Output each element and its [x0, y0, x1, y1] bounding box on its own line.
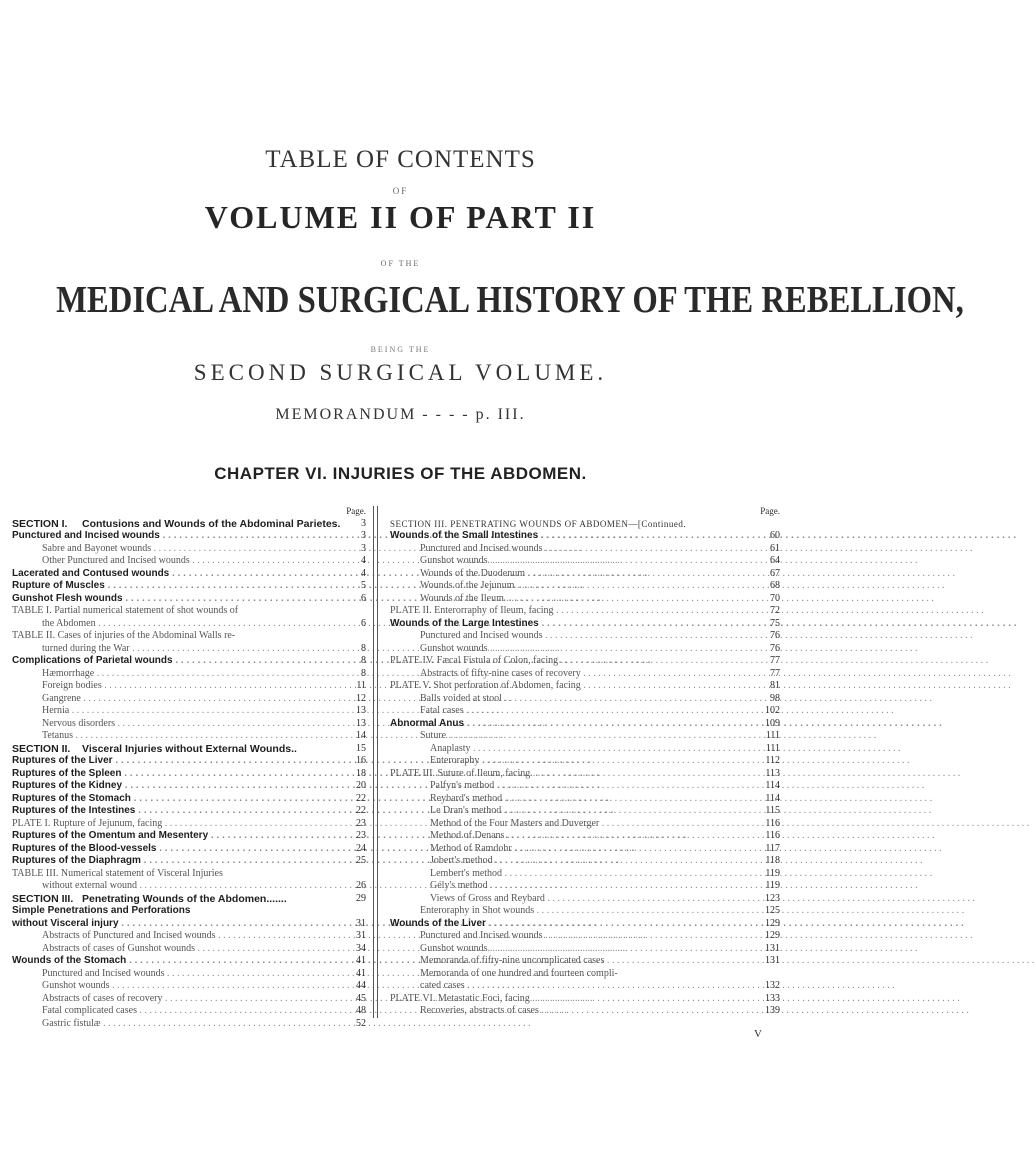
entry-page-number: 114 — [765, 792, 780, 804]
entry-title: cated cases . . . — [420, 980, 752, 993]
entry-title: Gunshot wounds . . . — [420, 643, 752, 656]
entry-page-number: 22 — [356, 792, 366, 804]
toc-entry — [12, 993, 366, 1006]
entry-title: Memoranda of one hundred and fourteen compli- — [420, 967, 618, 979]
toc-title: TABLE OF CONTENTS — [265, 146, 536, 173]
toc-entry — [390, 518, 780, 531]
toc-entry — [12, 580, 366, 593]
entry-title: Abstracts of fifty-nine cases of recovery . . . — [420, 668, 752, 681]
toc-entry — [12, 705, 366, 718]
section-heading — [12, 893, 338, 906]
entry-title: Wounds of the Stomach . . . — [12, 955, 338, 968]
entry-page-number: 8 — [361, 655, 366, 666]
entry-page-number: 52 — [356, 1017, 366, 1029]
entry-page-number: 29 — [356, 892, 366, 904]
entry-page-number: 119 — [765, 867, 780, 879]
entry-title: Method of Ramdohr . . . — [430, 843, 752, 856]
toc-entry — [12, 905, 366, 918]
chapter-title: CHAPTER VI. INJURIES OF THE ABDOMEN. — [214, 464, 587, 483]
toc-entry — [12, 955, 366, 968]
entry-page-number: 13 — [356, 717, 366, 729]
toc-entry — [390, 843, 780, 856]
toc-entry — [390, 693, 780, 706]
page-column-header — [390, 505, 780, 518]
toc-entry — [12, 968, 366, 981]
entry-page-number: 64 — [770, 555, 780, 566]
entry-title: Gély's method . . . — [430, 880, 752, 893]
entry-page-number: 114 — [765, 780, 780, 791]
toc-entry — [390, 618, 780, 631]
toc-entry — [390, 805, 780, 818]
entry-title: Wounds of the Small Intestines . . . — [390, 530, 752, 543]
entry-title: Ruptures of the Kidney . . . — [12, 780, 338, 793]
toc-entry — [12, 643, 366, 656]
entry-page-number: 76 — [770, 642, 780, 654]
entry-title: Balls voided at stool . . . — [420, 693, 752, 706]
entry-page-number: 60 — [770, 530, 780, 541]
entry-title: Wounds of the Large Intestines . . . — [390, 618, 752, 631]
entry-page-number: 14 — [356, 730, 366, 741]
entry-title: Palfyn's method . . . — [430, 780, 752, 793]
toc-entry — [12, 668, 366, 681]
section-number: SECTION III. — [12, 892, 74, 905]
entry-title: Abstracts of Punctured and Incised wounds . . . — [42, 930, 338, 943]
toc-entry — [12, 943, 366, 956]
toc-entry — [12, 780, 366, 793]
entry-page-number: 129 — [765, 917, 780, 929]
entry-page-number: 6 — [361, 592, 366, 604]
entry-title: PLATE V. Shot perforation of Abdomen, facing . . . — [390, 680, 752, 693]
toc-entry — [12, 755, 366, 768]
entry-title: Foreign bodies . . . — [42, 680, 338, 693]
toc-entry — [390, 718, 780, 731]
entry-title: Views of Gross and Reybard . . . — [430, 893, 752, 906]
entry-page-number: 18 — [356, 767, 366, 779]
toc-entry — [390, 530, 780, 543]
toc-entry — [390, 555, 780, 568]
entry-page-number: 3 — [361, 530, 366, 541]
entry-title: Ruptures of the Blood-vessels . . . — [12, 843, 338, 856]
entry-page-number: 70 — [770, 592, 780, 604]
entry-page-number: 139 — [765, 1005, 780, 1016]
entry-title: Tetanus . . . — [42, 730, 338, 743]
entry-title: PLATE IV. Fæcal Fistula of Colon, facing . . . — [390, 655, 752, 668]
entry-title: Wounds of the Jejunum . . . — [420, 580, 752, 593]
of-the-label: OF THE — [380, 259, 421, 268]
entry-page-number: 117 — [765, 842, 780, 854]
entry-page-number: 44 — [356, 980, 366, 991]
entry-page-number: 98 — [770, 692, 780, 704]
toc-entry — [12, 543, 366, 556]
toc-entry — [390, 893, 780, 906]
toc-entry — [12, 868, 366, 881]
toc-entry — [12, 830, 366, 843]
entry-title: Ruptures of the Liver . . . — [12, 755, 338, 768]
toc-entry — [12, 843, 366, 856]
toc-entry — [12, 1018, 366, 1031]
page-label: Page. — [346, 506, 366, 516]
entry-title: Wounds of the Ileum . . . — [420, 593, 752, 606]
entry-page-number: 76 — [770, 630, 780, 641]
toc-entry — [390, 968, 780, 981]
toc-entry — [12, 530, 366, 543]
entry-page-number: 45 — [356, 992, 366, 1004]
entry-page-number: 23 — [356, 817, 366, 829]
toc-entry — [12, 1005, 366, 1018]
entry-page-number: 12 — [356, 692, 366, 704]
entry-page-number: 4 — [361, 567, 366, 579]
entry-title: the Abdomen . . . — [42, 618, 338, 631]
entry-title: Punctured and Incised wounds . . . — [12, 530, 338, 543]
entry-page-number: 3 — [361, 517, 366, 529]
toc-entry — [390, 768, 780, 781]
section-number: SECTION II. — [12, 742, 71, 755]
entry-page-number: 48 — [356, 1005, 366, 1016]
section-title: Visceral Injuries without External Wounds.. — [82, 742, 297, 755]
entry-page-number: 22 — [356, 805, 366, 816]
toc-entry — [12, 743, 366, 756]
entry-title: SECTION III. PENETRATING WOUNDS OF ABDOMEN—[Continued. — [390, 518, 687, 529]
entry-title: Abstracts of cases of recovery . . . — [42, 993, 338, 1006]
entry-page-number: 118 — [765, 855, 780, 866]
toc-entry — [12, 768, 366, 781]
entry-page-number: 112 — [765, 755, 780, 766]
toc-entry — [390, 630, 780, 643]
entry-page-number: 113 — [765, 767, 780, 779]
entry-title: Simple Penetrations and Perforations — [12, 905, 191, 916]
entry-title: Punctured and Incised wounds . . . — [420, 630, 752, 643]
entry-title: turned during the War . . . — [42, 643, 338, 656]
entry-title: Punctured and Incised wounds . . . — [420, 543, 752, 556]
toc-entry — [390, 705, 780, 718]
entry-title: Recoveries, abstracts of cases . . . — [420, 1005, 752, 1018]
entry-page-number: 13 — [356, 705, 366, 716]
entry-page-number: 20 — [356, 780, 366, 791]
entry-page-number: 111 — [765, 742, 780, 754]
entry-page-number: 11 — [356, 680, 366, 691]
entry-page-number: 67 — [770, 567, 780, 579]
contents-right-column — [390, 505, 780, 1018]
entry-title: Ruptures of the Stomach . . . — [12, 793, 338, 806]
section-heading — [12, 517, 341, 531]
entry-title: Abnormal Anus . . . — [390, 718, 752, 731]
toc-entry — [12, 818, 366, 831]
entry-title: Sabre and Bayonet wounds . . . — [42, 543, 338, 556]
entry-page-number: 34 — [356, 942, 366, 954]
entry-title: Suture . . . — [420, 730, 752, 743]
toc-entry — [390, 818, 780, 831]
entry-page-number: 8 — [361, 642, 366, 654]
entry-page-number: 72 — [770, 605, 780, 616]
toc-entry — [390, 668, 780, 681]
entry-title: Punctured and Incised wounds . . . — [42, 968, 338, 981]
entry-title: Gastric fistulæ . . . — [42, 1018, 338, 1031]
toc-entry — [390, 980, 780, 993]
page-folio: V — [754, 1028, 762, 1040]
toc-entry — [12, 805, 366, 818]
toc-entry — [390, 918, 780, 931]
entry-page-number: 77 — [770, 667, 780, 679]
of-label: OF — [392, 186, 409, 196]
entry-title: Enteroraphy in Shot wounds . . . — [420, 905, 752, 918]
toc-entry — [390, 793, 780, 806]
entry-title: Gunshot Flesh wounds . . . — [12, 593, 338, 606]
toc-entry — [390, 780, 780, 793]
toc-entry — [390, 930, 780, 943]
entry-page-number: 31 — [356, 930, 366, 941]
toc-entry — [390, 880, 780, 893]
entry-title: Enteroraphy . . . — [430, 755, 752, 768]
memorandum-line: MEMORANDUM - - - - p. III. — [275, 406, 526, 423]
section-heading — [12, 743, 338, 756]
entry-title: Hernia . . . — [42, 705, 338, 718]
entry-page-number: 115 — [765, 805, 780, 816]
toc-entry — [390, 955, 780, 968]
section-number: SECTION I. — [12, 517, 68, 530]
entry-title: Gunshot wounds . . . — [42, 980, 338, 993]
toc-entry — [390, 593, 780, 606]
entry-page-number: 41 — [356, 955, 366, 966]
history-title: MEDICAL AND SURGICAL HISTORY OF THE REBELLION, — [56, 279, 964, 321]
entry-page-number: 123 — [765, 892, 780, 904]
toc-entry — [390, 855, 780, 868]
entry-title: Ruptures of the Intestines . . . — [12, 805, 338, 818]
entry-title: TABLE II. Cases of injuries of the Abdominal Walls re- — [12, 630, 236, 641]
entry-page-number: 102 — [765, 705, 780, 716]
entry-title: without external wound . . . — [42, 880, 338, 893]
toc-entry — [390, 1005, 780, 1018]
entry-title: Rupture of Muscles . . . — [12, 580, 338, 593]
entry-title: Anaplasty . . . — [430, 743, 752, 756]
toc-entry — [12, 518, 366, 531]
entry-title: Ruptures of the Omentum and Mesentery . . . — [12, 830, 338, 843]
entry-title: Gangrene . . . — [42, 693, 338, 706]
entry-page-number: 16 — [356, 755, 366, 766]
toc-entry — [390, 568, 780, 581]
entry-page-number: 131 — [765, 955, 780, 966]
toc-entry — [390, 943, 780, 956]
entry-title: Lembert's method . . . — [430, 868, 752, 881]
toc-entry — [12, 930, 366, 943]
entry-page-number: 6 — [361, 617, 366, 629]
entry-page-number: 116 — [765, 830, 780, 841]
toc-entry — [12, 855, 366, 868]
page-label: Page. — [760, 506, 780, 516]
entry-title: PLATE VI. Metastatic Foci, facing . . . — [390, 993, 752, 1006]
entry-page-number: 129 — [765, 930, 780, 941]
entry-page-number: 31 — [356, 917, 366, 929]
toc-entry — [12, 880, 366, 893]
toc-entry — [12, 593, 366, 606]
entry-page-number: 125 — [765, 905, 780, 916]
entry-page-number: 5 — [361, 580, 366, 591]
entry-page-number: 25 — [356, 855, 366, 866]
entry-page-number: 81 — [770, 680, 780, 691]
entry-page-number: 24 — [356, 842, 366, 854]
entry-page-number: 109 — [765, 717, 780, 729]
entry-page-number: 61 — [770, 542, 780, 554]
page-column-header — [12, 505, 366, 518]
entry-title: PLATE II. Enterorraphy of Ileum, facing . . . — [390, 605, 752, 618]
entry-page-number: 75 — [770, 617, 780, 629]
toc-entry — [12, 980, 366, 993]
section-title: Contusions and Wounds of the Abdominal Parietes. — [82, 517, 341, 530]
entry-page-number: 26 — [356, 880, 366, 891]
toc-entry — [12, 568, 366, 581]
entry-page-number: 68 — [770, 580, 780, 591]
toc-entry — [12, 618, 366, 631]
entry-page-number: 132 — [765, 980, 780, 991]
entry-title: Ruptures of the Spleen . . . — [12, 768, 338, 781]
entry-title: Fatal complicated cases . . . — [42, 1005, 338, 1018]
entry-title: Other Punctured and Incised wounds . . . — [42, 555, 338, 568]
being-label: BEING THE — [370, 345, 431, 354]
entry-page-number: 116 — [765, 817, 780, 829]
toc-entry — [12, 693, 366, 706]
entry-title: Le Dran's method . . . — [430, 805, 752, 818]
entry-title: PLATE I. Rupture of Jejunum, facing . . . — [12, 818, 338, 831]
toc-entry — [12, 718, 366, 731]
entry-page-number: 15 — [356, 742, 366, 754]
entry-title: Method of Denans . . . — [430, 830, 752, 843]
toc-entry — [390, 643, 780, 656]
entry-title: Complications of Parietal wounds . . . — [12, 655, 338, 668]
toc-entry — [390, 543, 780, 556]
entry-page-number: 23 — [356, 830, 366, 841]
entry-title: Gunshot wounds . . . — [420, 555, 752, 568]
toc-entry — [390, 868, 780, 881]
toc-entry — [12, 680, 366, 693]
toc-entry — [390, 730, 780, 743]
toc-entry — [12, 730, 366, 743]
toc-entry — [390, 580, 780, 593]
entry-title: Ruptures of the Diaphragm . . . — [12, 855, 338, 868]
toc-entry — [390, 993, 780, 1006]
entry-title: without Visceral injury . . . — [12, 918, 338, 931]
entry-page-number: 133 — [765, 992, 780, 1004]
entry-title: Jobert's method . . . — [430, 855, 752, 868]
toc-entry — [12, 793, 366, 806]
entry-title: Punctured and Incised wounds . . . — [420, 930, 752, 943]
entry-page-number: 131 — [765, 942, 780, 954]
entry-page-number: 111 — [765, 730, 780, 741]
entry-title: Nervous disorders . . . — [42, 718, 338, 731]
column-divider — [373, 506, 378, 1018]
toc-entry — [12, 630, 366, 643]
toc-entry — [12, 893, 366, 906]
entry-title: Method of the Four Masters and Duverger . . . — [430, 818, 752, 831]
toc-entry — [390, 755, 780, 768]
entry-page-number: 119 — [765, 880, 780, 891]
entry-title: Memoranda of fifty-nine uncomplicated cases . . . — [420, 955, 752, 968]
second-volume-title: SECOND SURGICAL VOLUME. — [193, 360, 608, 385]
toc-entry — [390, 743, 780, 756]
entry-title: Wounds of the Duodenum . . . — [420, 568, 752, 581]
entry-title: Fatal cases . . . — [420, 705, 752, 718]
volume-title: VOLUME II OF PART II — [204, 199, 597, 235]
entry-page-number: 3 — [361, 542, 366, 554]
entry-page-number: 4 — [361, 555, 366, 566]
toc-entry — [390, 655, 780, 668]
toc-entry — [390, 905, 780, 918]
entry-page-number: 41 — [356, 967, 366, 979]
toc-entry — [12, 918, 366, 931]
toc-entry — [12, 555, 366, 568]
toc-entry — [390, 680, 780, 693]
toc-entry — [12, 655, 366, 668]
entry-title: TABLE I. Partial numerical statement of shot wounds of — [12, 605, 239, 616]
entry-title: Reybard's method . . . — [430, 793, 752, 806]
entry-page-number: 8 — [361, 667, 366, 679]
entry-title: PLATE III. Suture of Ileum, facing . . . — [390, 768, 752, 781]
entry-title: Lacerated and Contused wounds . . . — [12, 568, 338, 581]
contents-left-column — [12, 505, 366, 1030]
section-title: Penetrating Wounds of the Abdomen....... — [82, 892, 287, 905]
entry-title: TABLE III. Numerical statement of Visceral Injuries — [12, 867, 223, 879]
entry-title: Hæmorrhage . . . — [42, 668, 338, 681]
entry-page-number: 77 — [770, 655, 780, 666]
entry-title: Wounds of the Liver . . . — [390, 918, 752, 931]
toc-entry — [12, 605, 366, 618]
entry-title: Gunshot wounds . . . — [420, 943, 752, 956]
toc-entry — [390, 605, 780, 618]
entry-title: Abstracts of cases of Gunshot wounds . . . — [42, 943, 338, 956]
toc-entry — [390, 830, 780, 843]
